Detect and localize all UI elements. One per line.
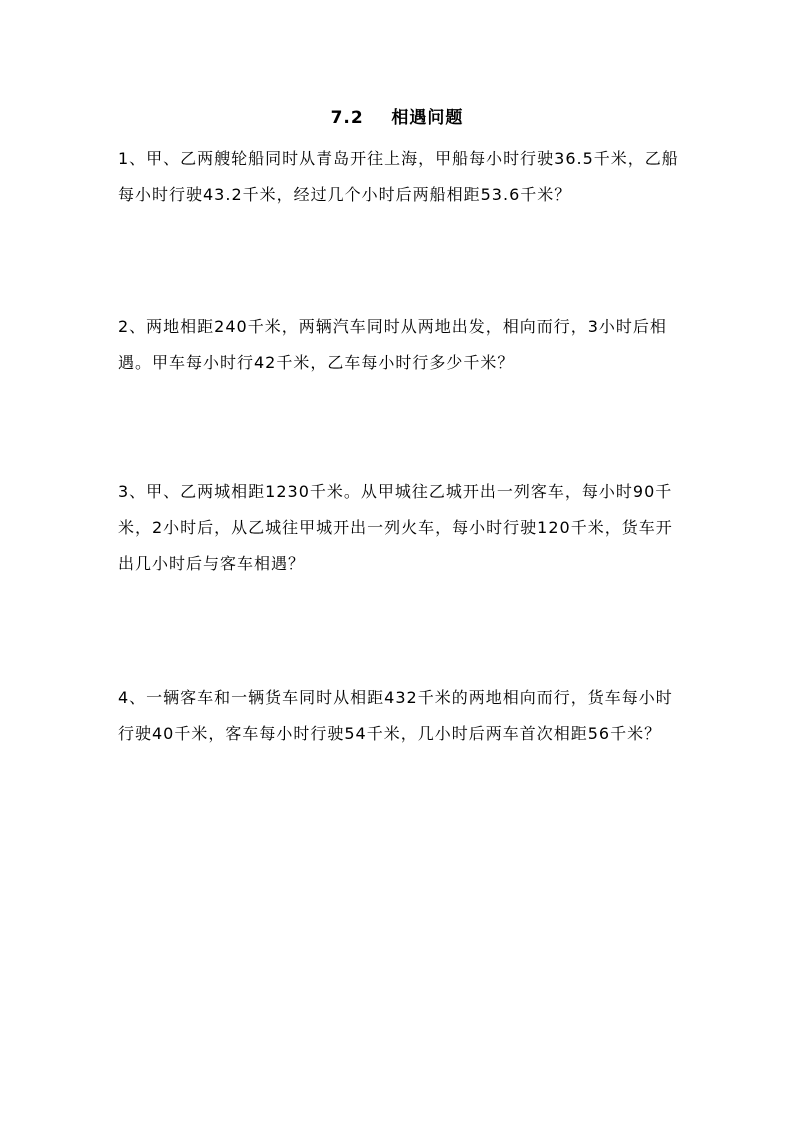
question-3: 3、甲、乙两城相距1230千米。从甲城往乙城开出一列客车，每小时90千米，2小时后，从乙城往甲城开出一列火车，每小时行驶120千米，货车开出几小时后与客车相遇？ <box>118 482 673 573</box>
question-1: 1、甲、乙两艘轮船同时从青岛开往上海，甲船每小时行驶36.5千米，乙船每小时行驶43.2千米，经过几个小时后两船相距53.6千米？ <box>118 149 679 204</box>
question-4: 4、一辆客车和一辆货车同时从相距432千米的两地相向而行，货车每小时行驶40千米，客车每小时行驶54千米，几小时后两车首次相距56千米？ <box>118 688 673 743</box>
question-2: 2、两地相距240千米，两辆汽车同时从两地出发，相向而行，3小时后相遇。甲车每小时行42千米，乙车每小时行多少千米？ <box>118 317 667 372</box>
page-title: 7.2 相遇问题 <box>330 108 464 128</box>
